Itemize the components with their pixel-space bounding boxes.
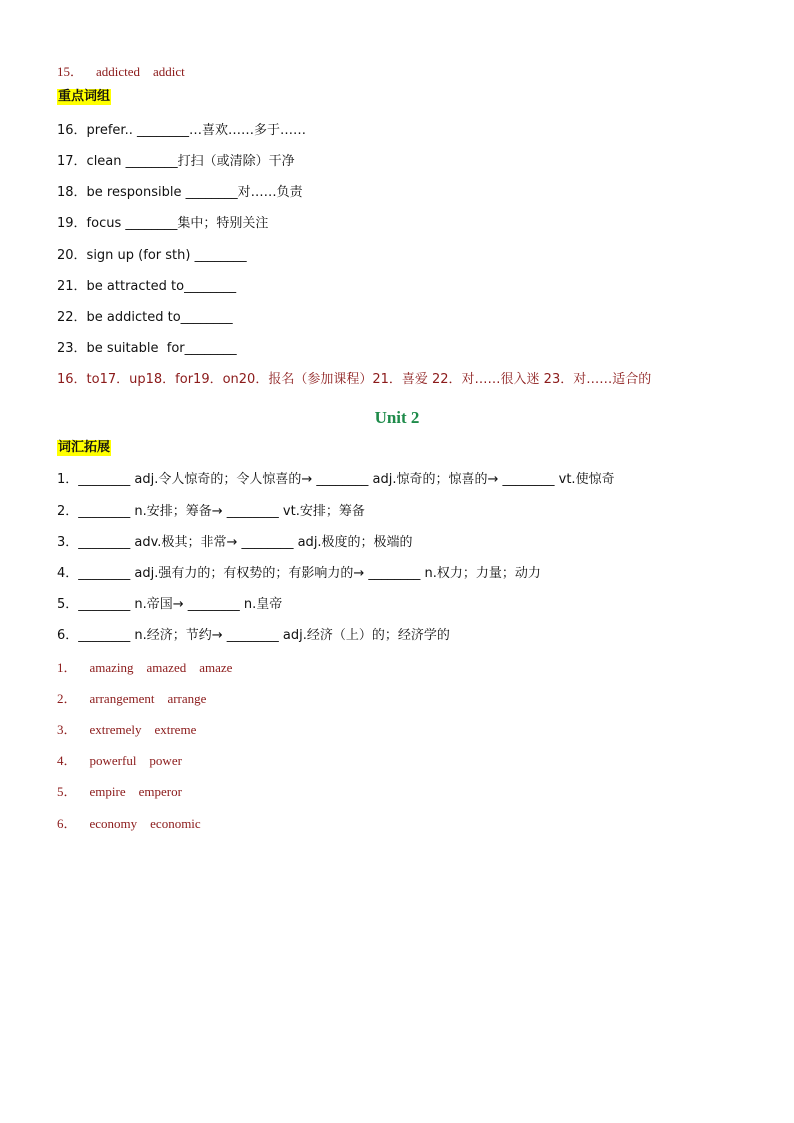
answer-line-15: 15． addicted addict (57, 64, 185, 79)
vocab-answer: 5． empire emperor (57, 784, 182, 799)
phrase-item: 21．be attracted to________ (57, 279, 237, 294)
vocab-answer: 4． powerful power (57, 753, 182, 768)
unit-title: Unit 2 (374, 408, 420, 427)
vocab-item: 5．________ n.帝国→ ________ n.皇帝 (57, 597, 283, 612)
phrase-item: 22．be addicted to________ (57, 310, 233, 325)
vocab-item: 3．________ adv.极其；非常→ ________ adj.极度的；极端的 (57, 535, 413, 550)
phrase-item: 20．sign up (for sth) ________ (57, 248, 247, 263)
vocab-answer: 3． extremely extreme (57, 722, 197, 737)
vocab-item: 6．________ n.经济；节约→ ________ adj.经济（上）的；经济学的 (57, 628, 450, 643)
phrase-item: 19．focus ________集中；特别关注 (57, 216, 269, 231)
phrase-answers: 16．to17．up18．for19．on20．报名（参加课程）21．喜爱 22．对……很入迷 23．对……适合的 (57, 372, 652, 387)
vocab-item: 4．________ adj.强有力的；有权势的；有影响力的→ ________ n.权力；力量；动力 (57, 566, 541, 581)
phrase-item: 18．be responsible ________对……负责 (57, 185, 303, 200)
section-heading-vocab: 词汇拓展 (58, 440, 111, 455)
vocab-answer: 2． arrangement arrange (57, 691, 207, 706)
vocab-item: 2．________ n.安排；筹备→ ________ vt.安排；筹备 (57, 504, 365, 519)
vocab-answer: 1． amazing amazed amaze (57, 660, 233, 675)
phrase-item: 16．prefer.. ________…喜欢……多于…… (57, 123, 306, 138)
section-heading-phrases: 重点词组 (58, 89, 111, 104)
vocab-answer: 6． economy economic (57, 816, 201, 831)
phrase-item: 17．clean ________打扫（或清除）干净 (57, 154, 295, 169)
phrase-item: 23．be suitable for________ (57, 341, 237, 356)
vocab-item: 1．________ adj.令人惊奇的；令人惊喜的→ ________ adj.惊奇的；惊喜的→ ________ vt.使惊奇 (57, 472, 615, 487)
